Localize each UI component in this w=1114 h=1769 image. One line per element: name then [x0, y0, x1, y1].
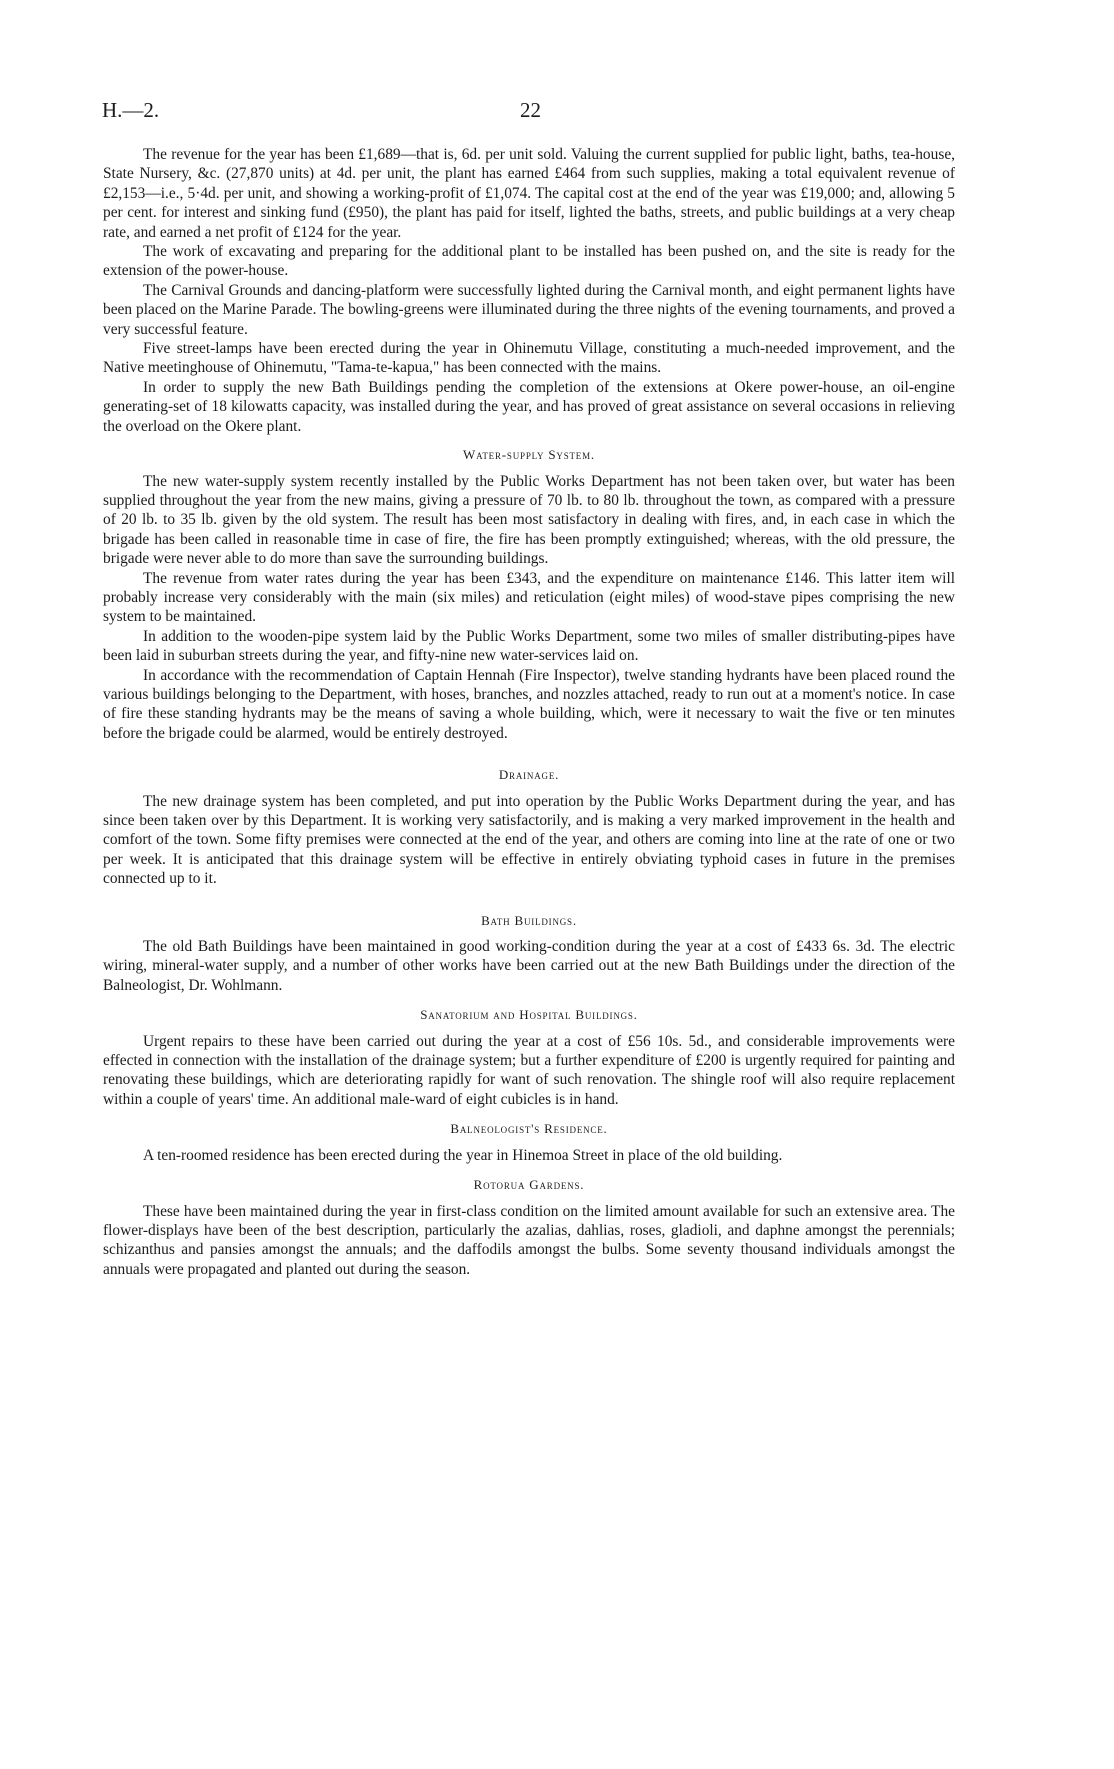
paragraph: The Carnival Grounds and dancing-platform were successfully lighted during the Carnival month, and eight permanent lights have been placed on the Marine Parade. The bowling-greens were illuminated during the three nights of the evening tournaments, and proved a very successful feature. [103, 281, 955, 338]
paragraph: The revenue from water rates during the year has been £343, and the expenditure on maintenance £146. This latter item will probably increase very considerably with the main (six miles) and reticulation (eight miles) of wood-stave pipes comprising the new system to be maintained. [103, 569, 955, 626]
paragraph: The work of excavating and preparing for the additional plant to be installed has been pushed on, and the site is ready for the extension of the power-house. [103, 243, 955, 280]
paragraph: In order to supply the new Bath Buildings pending the completion of the extensions at Okere power-house, an oil-engine generating-set of 18 kilowatts capacity, was installed during the year, and has proved of great assistance on several occasions in relieving the overload on the Okere plant. [103, 378, 955, 435]
section-heading-water-supply: Water-supply System. [463, 447, 595, 463]
paragraph: The revenue for the year has been £1,689—that is, 6d. per unit sold. Valuing the current supplied for public light, baths, tea-house, State Nursery, &c. (27,870 units) at 4d. per unit, the plant has earned £464 from such supplies, making a total equivalent revenue of £2,153—i.e., 5·4d. per unit, and showing a working-profit of £1,074. The capital cost at the end of the year was £19,000; and, allowing 5 per cent. for interest and sinking fund (£950), the plant has paid for itself, lighted the baths, streets, and public buildings at a very cheap rate, and earned a net profit of £124 for the year. [103, 146, 955, 241]
report-reference: H.—2. [102, 98, 160, 122]
paragraph: The new drainage system has been completed, and put into operation by the Public Works Department during the year, and has since been taken over by this Department. It is working very satisfactorily, and is making a very marked improvement in the health and comfort of the town. Some fifty premises were connected at the end of the year, and others are coming into line at the rate of one or two per week. It is anticipated that this drainage system will be effective in entirely obviating typhoid cases in future in the premises connected up to it. [103, 792, 955, 888]
paragraph: These have been maintained during the year in first-class condition on the limited amount available for such an extensive area. The flower-displays have been of the best description, particularly the azalias, dahlias, roses, gladioli, and daphne amongst the perennials; schizanthus and pansies amongst the annuals; and the daffodils amongst the bulbs. Some seventy thousand individuals amongst the annuals were propagated and planted out during the season. [103, 1202, 955, 1278]
paragraph: The new water-supply system recently installed by the Public Works Department has not been taken over, but water has been supplied throughout the year from the new mains, giving a pressure of 70 lb. to 80 lb. throughout the town, as compared with a pressure of 20 lb. to 35 lb. given by the old system. The result has been most satisfactory in dealing with fires, and, in each case in which the brigade has been called in reasonable time in case of fire, the fire has been promptly extinguished; whereas, with the old pressure, the brigade were never able to do more than save the surrounding buildings. [103, 472, 955, 568]
paragraph: In addition to the wooden-pipe system laid by the Public Works Department, some two miles of smaller distributing-pipes have been laid in suburban streets during the year, and fifty-nine new water-services laid on. [103, 627, 955, 665]
section-heading-sanatorium: Sanatorium and Hospital Buildings. [420, 1007, 638, 1023]
section-heading-drainage: Drainage. [498, 767, 560, 783]
paragraph: Urgent repairs to these have been carried out during the year at a cost of £56 10s. 5d., and considerable improvements were effected in connection with the installation of the drainage system; but a further expenditure of £200 is urgently required for painting and renovating these buildings, which are deteriorating rapidly for want of such renovation. The shingle roof will also require replacement within a couple of years' time. An additional male-ward of eight cubicles is in hand. [103, 1032, 955, 1108]
paragraph: A ten-roomed residence has been erected during the year in Hinemoa Street in place of the old building. [143, 1146, 783, 1164]
page-number: 22 [520, 98, 541, 122]
report-body [103, 145, 955, 1279]
section-heading-bath-buildings: Bath Buildings. [481, 912, 577, 928]
paragraph: The old Bath Buildings have been maintained in good working-condition during the year at a cost of £433 6s. 3d. The electric wiring, mineral-water supply, and a number of other works have been carried out at the new Bath Buildings under the direction of the Balneologist, Dr. Wohlmann. [103, 938, 955, 994]
section-heading-gardens: Rotorua Gardens. [473, 1177, 585, 1193]
paragraph: Five street-lamps have been erected during the year in Ohinemutu Village, constituting a much-needed improvement, and the Native meetinghouse of Ohinemutu, "Tama-te-kapua," has been connected with the mains. [103, 340, 955, 377]
section-heading-residence: Balneologist's Residence. [450, 1121, 608, 1137]
paragraph: In accordance with the recommendation of Captain Hennah (Fire Inspector), twelve standing hydrants have been placed round the various buildings belonging to the Department, with hoses, branches, and nozzles attached, ready to run out at a moment's notice. In case of fire these standing hydrants may be the means of saving a whole building, which, were it necessary to wait the five or ten minutes before the brigade could be alarmed, would be entirely destroyed. [103, 666, 955, 742]
